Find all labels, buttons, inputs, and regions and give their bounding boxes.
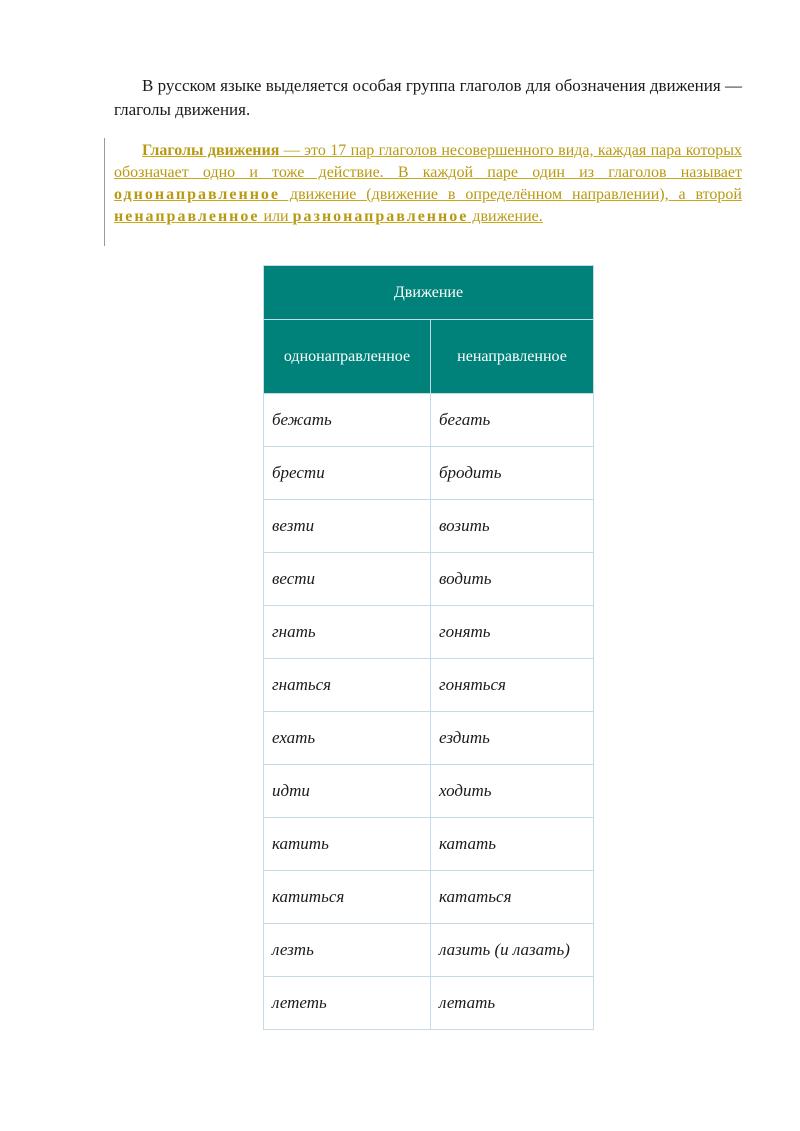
keyword-multidirectional: разнонаправленное bbox=[292, 208, 469, 225]
table-row bbox=[264, 447, 594, 500]
table-title: Движение bbox=[264, 266, 594, 320]
verb-nondirectional: лазить (и лазать) bbox=[431, 924, 594, 977]
definition-text-1: это 17 пар глаголов несовершенного вида, каждая пара которых обозначает одно и тоже действие. В каждой паре один из глаголов называет bbox=[114, 142, 743, 181]
intro-paragraph: В русском языке выделяется особая группа глаголов для обозначения движения — глаголы движения. bbox=[114, 76, 742, 119]
verb-nondirectional: гоняться bbox=[431, 659, 594, 712]
verb-nondirectional: водить bbox=[431, 553, 594, 606]
table-row bbox=[264, 553, 594, 606]
table-row bbox=[264, 818, 594, 871]
definition-dash: — bbox=[279, 142, 305, 159]
table-row bbox=[264, 712, 594, 765]
table-row bbox=[264, 871, 594, 924]
table-row bbox=[264, 977, 594, 1030]
verb-unidirectional: гнать bbox=[264, 606, 431, 659]
verb-unidirectional: гнаться bbox=[264, 659, 431, 712]
table-row bbox=[264, 394, 594, 447]
table-row bbox=[264, 659, 594, 712]
definition-text-4: движение. bbox=[468, 208, 543, 225]
verb-unidirectional: брести bbox=[264, 447, 431, 500]
verb-nondirectional: ходить bbox=[431, 765, 594, 818]
verb-nondirectional: бродить bbox=[431, 447, 594, 500]
table-row bbox=[264, 924, 594, 977]
table-row bbox=[264, 500, 594, 553]
verb-unidirectional: ехать bbox=[264, 712, 431, 765]
column-header-nondirectional: ненаправленное bbox=[431, 320, 594, 394]
motion-verbs-table bbox=[263, 265, 594, 1030]
verb-nondirectional: гонять bbox=[431, 606, 594, 659]
verb-unidirectional: катить bbox=[264, 818, 431, 871]
table-row bbox=[264, 765, 594, 818]
definition-paragraph bbox=[114, 140, 742, 228]
table-body bbox=[264, 394, 594, 1030]
keyword-unidirectional: однонаправленное bbox=[114, 186, 281, 203]
definition-term: Глаголы движения bbox=[142, 142, 280, 159]
verb-unidirectional: идти bbox=[264, 765, 431, 818]
definition-text-2: движение (движение в определённом направлении), а второй bbox=[280, 186, 742, 203]
change-bar bbox=[104, 138, 105, 246]
keyword-nondirectional: ненаправленное bbox=[114, 208, 260, 225]
verb-unidirectional: лететь bbox=[264, 977, 431, 1030]
verb-nondirectional: возить bbox=[431, 500, 594, 553]
table-row bbox=[264, 606, 594, 659]
column-header-unidirectional: однонаправленное bbox=[264, 320, 431, 394]
verb-unidirectional: катиться bbox=[264, 871, 431, 924]
verb-nondirectional: бегать bbox=[431, 394, 594, 447]
verb-nondirectional: кататься bbox=[431, 871, 594, 924]
definition-text-3: или bbox=[259, 208, 293, 225]
verb-nondirectional: ездить bbox=[431, 712, 594, 765]
verb-unidirectional: лезть bbox=[264, 924, 431, 977]
verb-unidirectional: везти bbox=[264, 500, 431, 553]
verb-nondirectional: катать bbox=[431, 818, 594, 871]
verb-nondirectional: летать bbox=[431, 977, 594, 1030]
verb-unidirectional: вести bbox=[264, 553, 431, 606]
verb-unidirectional: бежать bbox=[264, 394, 431, 447]
